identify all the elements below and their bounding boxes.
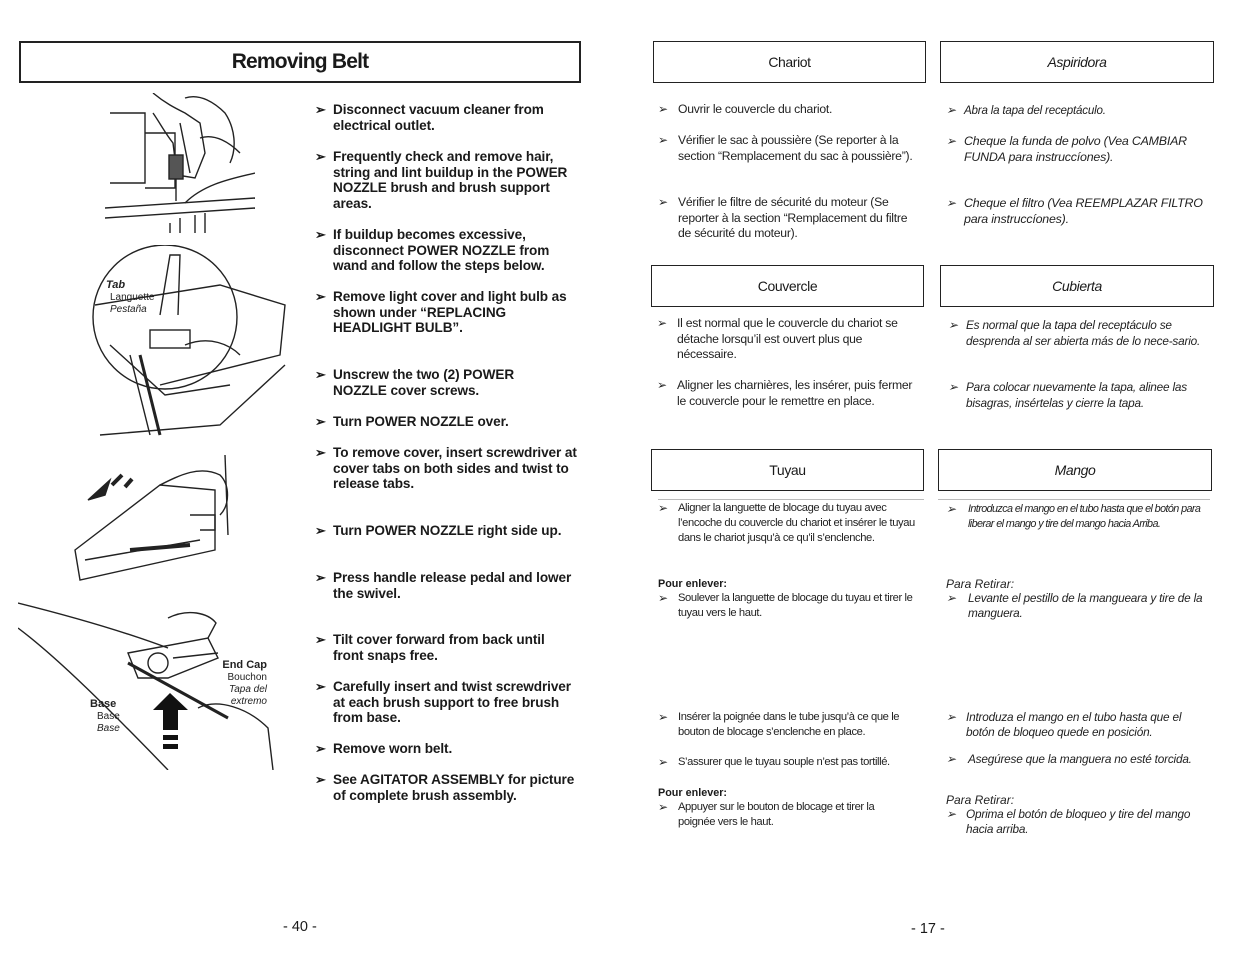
mango-item-3: ➢ Asegúrese que la manguera no esté torcida. (946, 752, 1192, 766)
cubierta-item-1: ➢ Es normal que la tapa del receptáculo se desprenda al ser abierta más de lo nece-sario. (948, 318, 1201, 348)
base-label: Base Base Base (90, 698, 120, 734)
cubierta-item-2: ➢ Para colocar nuevamente la tapa, alinee las bisagras, insértelas y cierre la tapa. (948, 380, 1187, 410)
arrow-bullet-icon: ➢ (948, 380, 958, 394)
step-13: ➢ See AGITATOR ASSEMBLY for picture of complete brush assembly. (315, 772, 575, 803)
end-cap-label: End Cap Bouchon Tapa del extremo (222, 659, 267, 707)
chariot-item-2: ➢ Vérifier le sac à poussière (Se reporter à la section “Remplacement du sac à poussière”). (658, 133, 913, 163)
page-number-right: - 17 - (911, 921, 945, 937)
arrow-bullet-icon: ➢ (315, 149, 326, 164)
arrow-bullet-icon: ➢ (658, 195, 668, 209)
step-8: ➢ Turn POWER NOZZLE right side up. (315, 523, 562, 538)
mango-remove-2: ➢ Oprima el botón de bloqueo y tire del mango hacia arriba. (946, 807, 1191, 836)
step-2: ➢ Frequently check and remove hair, string and lint buildup in the POWER NOZZLE brush and brush support areas. (315, 149, 568, 211)
section-header-cubierta: Cubierta (940, 265, 1214, 307)
page-number-left: - 40 - (283, 919, 317, 935)
arrow-bullet-icon: ➢ (315, 289, 326, 304)
arrow-bullet-icon: ➢ (658, 501, 668, 515)
step-1: ➢ Disconnect vacuum cleaner from electrical outlet. (315, 102, 544, 133)
tuyau-remove-2: ➢ Appuyer sur le bouton de blocage et tirer la poignée vers le haut. (658, 800, 875, 828)
arrow-bullet-icon: ➢ (946, 710, 956, 724)
tuyau-remove-label-2: Pour enlever: (658, 787, 728, 799)
arrow-bullet-icon: ➢ (657, 316, 667, 330)
tuyau-item-3: ➢ S’assurer que le tuyau souple n’est pas tortillé. (658, 755, 890, 769)
chariot-item-1: ➢ Ouvrir le couvercle du chariot. (658, 102, 833, 116)
arrow-bullet-icon: ➢ (658, 800, 668, 814)
chariot-item-3: ➢ Vérifier le filtre de sécurité du moteur (Se reporter à la section “Remplacement du filtre de sécurité du moteur). (658, 195, 908, 240)
mango-remove-label-2: Para Retirar: (946, 793, 1015, 807)
tuyau-remove-label: Pour enlever: (658, 578, 728, 590)
step-10: ➢ Tilt cover forward from back until front snaps free. (315, 632, 545, 663)
arrow-bullet-icon: ➢ (315, 367, 326, 382)
section-header-couvercle: Couvercle (651, 265, 924, 307)
arrow-bullet-icon: ➢ (658, 102, 668, 116)
step-7: ➢ To remove cover, insert screwdriver at cover tabs on both sides and twist to release tabs. (315, 445, 577, 492)
arrow-bullet-icon: ➢ (946, 134, 956, 148)
arrow-bullet-icon: ➢ (658, 710, 668, 724)
unscrew-illustration (105, 93, 255, 233)
nozzle-release-illustration (70, 455, 240, 585)
arrow-bullet-icon: ➢ (946, 591, 956, 605)
arrow-bullet-icon: ➢ (315, 632, 326, 647)
tab-label: Tab Languette Pestaña (106, 279, 155, 315)
cover-tab-illustration (90, 245, 290, 440)
tuyau-remove-1: ➢ Soulever la languette de blocage du tuyau et tirer le tuyau vers le haut. (658, 591, 913, 619)
arrow-bullet-icon: ➢ (315, 570, 326, 585)
section-header-tuyau: Tuyau (651, 449, 924, 491)
couvercle-item-2: ➢ Aligner les charnières, les insérer, puis fermer le couvercle pour le remettre en place. (657, 378, 913, 408)
arrow-bullet-icon: ➢ (315, 414, 326, 429)
arrow-bullet-icon: ➢ (658, 591, 668, 605)
arrow-bullet-icon: ➢ (946, 502, 956, 516)
divider (658, 499, 924, 500)
section-header-chariot: Chariot (653, 41, 926, 83)
step-12: ➢ Remove worn belt. (315, 741, 453, 756)
arrow-bullet-icon: ➢ (948, 318, 958, 332)
arrow-bullet-icon: ➢ (315, 445, 326, 460)
tuyau-item-2: ➢ Insérer la poignée dans le tube jusqu’à ce que le bouton de blocage s’enclenche en place. (658, 710, 900, 738)
arrow-bullet-icon: ➢ (946, 103, 956, 117)
arrow-bullet-icon: ➢ (657, 378, 667, 392)
arrow-bullet-icon: ➢ (315, 772, 326, 787)
step-11: ➢ Carefully insert and twist screwdriver at each brush support to free brush from base. (315, 679, 571, 726)
step-9: ➢ Press handle release pedal and lower the swivel. (315, 570, 572, 601)
mango-item-1: ➢ Introduzca el mango en el tubo hasta que el botón para liberar el mango y tire del mango hacia Arriba. (946, 502, 1201, 530)
arrow-bullet-icon: ➢ (946, 807, 956, 821)
mango-remove-1: ➢ Levante el pestillo de la mangueara y tire de la manguera. (946, 591, 1203, 620)
step-6: ➢ Turn POWER NOZZLE over. (315, 414, 509, 429)
arrow-bullet-icon: ➢ (315, 102, 326, 117)
step-3: ➢ If buildup becomes excessive, disconnect POWER NOZZLE from wand and follow the steps below. (315, 227, 550, 274)
mango-remove-label: Para Retirar: (946, 577, 1015, 591)
mango-item-2: ➢ Introduza el mango en el tubo hasta que el botón de bloqueo quede en posición. (946, 710, 1182, 739)
arrow-bullet-icon: ➢ (946, 196, 956, 210)
arrow-bullet-icon: ➢ (946, 752, 956, 766)
page-title-box (19, 41, 581, 83)
aspiradora-item-3: ➢ Cheque el filtro (Vea REEMPLAZAR FILTRO para instruccíones). (946, 196, 1203, 226)
arrow-bullet-icon: ➢ (658, 133, 668, 147)
arrow-bullet-icon: ➢ (315, 741, 326, 756)
page-title: Removing Belt (231, 50, 369, 73)
aspiradora-item-2: ➢ Cheque la funda de polvo (Vea CAMBIAR FUNDA para instruccíones). (946, 134, 1187, 164)
arrow-bullet-icon: ➢ (315, 523, 326, 538)
section-header-aspiradora: Aspiridora (940, 41, 1214, 83)
aspiradora-item-1: ➢ Abra la tapa del receptáculo. (946, 103, 1106, 117)
couvercle-item-1: ➢ Il est normal que le couvercle du chariot se détache lorsqu’il est ouvert plus que nécessaire. (657, 316, 898, 361)
step-4: ➢ Remove light cover and light bulb as shown under “REPLACING HEADLIGHT BULB”. (315, 289, 567, 336)
step-5: ➢ Unscrew the two (2) POWER NOZZLE cover screws. (315, 367, 515, 398)
divider (938, 499, 1210, 500)
tuyau-item-1: ➢ Aligner la languette de blocage du tuyau avec l’encoche du couvercle du chariot et insérer le tuyau dans le chariot jusqu’à ce qu’il s’enclenche. (658, 501, 915, 544)
arrow-bullet-icon: ➢ (658, 755, 668, 769)
arrow-bullet-icon: ➢ (315, 679, 326, 694)
section-header-mango: Mango (938, 449, 1212, 491)
arrow-bullet-icon: ➢ (315, 227, 326, 242)
